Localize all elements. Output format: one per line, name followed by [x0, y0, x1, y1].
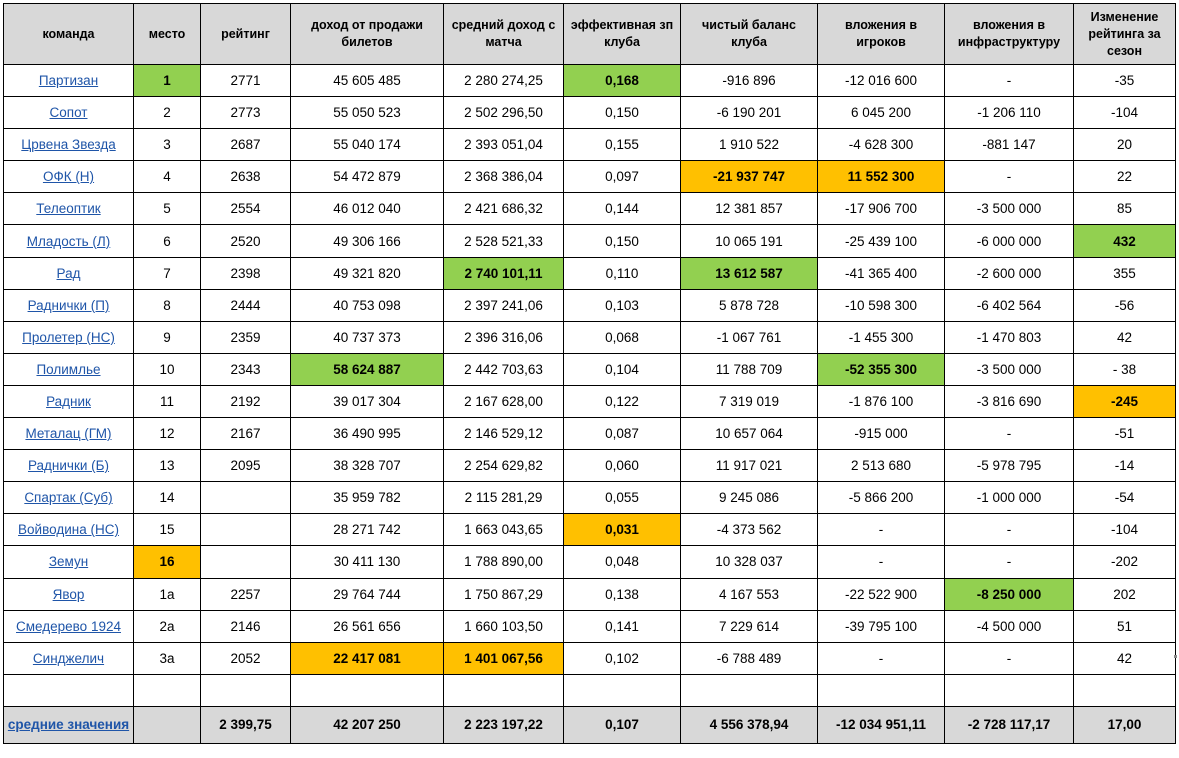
cell-balance: -6 788 489: [681, 642, 818, 674]
cell-team[interactable]: [4, 610, 134, 642]
cell-avg-income: 2 442 703,63: [444, 353, 564, 385]
header-balance: чистый баланс клуба: [681, 4, 818, 65]
team-link[interactable]: Телеоптик: [36, 201, 101, 217]
cell-salary: 0,150: [564, 97, 681, 129]
cell-rating: 2687: [201, 129, 291, 161]
cell-avg-income: 2 396 316,06: [444, 321, 564, 353]
cell-rating: 2167: [201, 418, 291, 450]
team-link[interactable]: Полимлье: [36, 361, 101, 377]
cell-avg-income: 2 528 521,33: [444, 225, 564, 257]
cell-place: 2а: [134, 610, 201, 642]
cell-balance: 11 788 709: [681, 353, 818, 385]
averages-label-cell[interactable]: [4, 706, 134, 743]
cell-rating: 2771: [201, 65, 291, 97]
cell-tickets: 40 753 098: [291, 289, 444, 321]
cell-place: 10: [134, 353, 201, 385]
cell-place: 4: [134, 161, 201, 193]
cell-tickets: 28 271 742: [291, 514, 444, 546]
cell-rating: [201, 482, 291, 514]
averages-row: [4, 706, 1176, 743]
cell-players: -52 355 300: [818, 353, 945, 385]
cell-change: 85: [1074, 193, 1176, 225]
cell-change: -104: [1074, 514, 1176, 546]
cell-players: -: [818, 642, 945, 674]
cell-place: 7: [134, 257, 201, 289]
cell-tickets: 39 017 304: [291, 385, 444, 417]
cell-infra: -3 816 690: [945, 385, 1074, 417]
cell-place: 2: [134, 97, 201, 129]
cell-change: -54: [1074, 482, 1176, 514]
cell-players: -: [818, 514, 945, 546]
cell-avg-income: 2 393 051,04: [444, 129, 564, 161]
cell-tickets: 46 012 040: [291, 193, 444, 225]
cell-change: - 38: [1074, 353, 1176, 385]
cell-team[interactable]: [4, 161, 134, 193]
cell-avg-income: 1 663 043,65: [444, 514, 564, 546]
team-link[interactable]: Радник: [46, 393, 91, 409]
cell-salary: 0,138: [564, 578, 681, 610]
header-infra: вложения в инфраструктуру: [945, 4, 1074, 65]
table-row: [4, 321, 1176, 353]
cell-players: -10 598 300: [818, 289, 945, 321]
cell-players: 2 513 680: [818, 450, 945, 482]
cell-infra: -2 600 000: [945, 257, 1074, 289]
team-link[interactable]: Рад: [56, 265, 81, 281]
empty-cell: [564, 674, 681, 706]
cell-infra: -: [945, 514, 1074, 546]
team-link[interactable]: Сопот: [49, 105, 88, 121]
header-rating: рейтинг: [201, 4, 291, 65]
table-row: [4, 65, 1176, 97]
empty-cell: [291, 674, 444, 706]
cell-salary: 0,141: [564, 610, 681, 642]
cell-tickets: 54 472 879: [291, 161, 444, 193]
table-body: [4, 65, 1176, 744]
cell-place: 12: [134, 418, 201, 450]
cell-infra: -1 000 000: [945, 482, 1074, 514]
avg-rating: 2 399,75: [201, 706, 291, 743]
cell-avg-income: 2 421 686,32: [444, 193, 564, 225]
cell-players: 6 045 200: [818, 97, 945, 129]
cell-infra: -881 147: [945, 129, 1074, 161]
cell-balance: -916 896: [681, 65, 818, 97]
cell-players: -22 522 900: [818, 578, 945, 610]
cell-change: 20: [1074, 129, 1176, 161]
empty-cell: [4, 674, 134, 706]
cell-place: 3: [134, 129, 201, 161]
cell-salary: 0,048: [564, 546, 681, 578]
cell-tickets: 40 737 373: [291, 321, 444, 353]
cell-avg-income: 1 750 867,29: [444, 578, 564, 610]
cell-infra: -: [945, 65, 1074, 97]
cell-rating: 2095: [201, 450, 291, 482]
cell-change: 432: [1074, 225, 1176, 257]
cell-infra: -: [945, 546, 1074, 578]
cell-balance: 10 328 037: [681, 546, 818, 578]
cell-avg-income: 2 254 629,82: [444, 450, 564, 482]
cell-team[interactable]: [4, 97, 134, 129]
cell-avg-income: 2 146 529,12: [444, 418, 564, 450]
empty-cell: [818, 674, 945, 706]
cell-infra: -: [945, 418, 1074, 450]
cell-players: -41 365 400: [818, 257, 945, 289]
cell-place: 14: [134, 482, 201, 514]
table-row: [4, 289, 1176, 321]
cell-team[interactable]: [4, 450, 134, 482]
cell-salary: 0,155: [564, 129, 681, 161]
cell-place: 5: [134, 193, 201, 225]
cell-tickets: 26 561 656: [291, 610, 444, 642]
avg-tickets: 42 207 250: [291, 706, 444, 743]
team-link[interactable]: Раднички (П): [27, 297, 110, 313]
cell-infra: -4 500 000: [945, 610, 1074, 642]
cell-tickets: 29 764 744: [291, 578, 444, 610]
cell-place: 6: [134, 225, 201, 257]
cell-team[interactable]: [4, 514, 134, 546]
cell-rating: 2359: [201, 321, 291, 353]
cell-infra: -8 250 000: [945, 578, 1074, 610]
cell-salary: 0,087: [564, 418, 681, 450]
cell-salary: 0,031: [564, 514, 681, 546]
cell-avg-income: 2 280 274,25: [444, 65, 564, 97]
cell-change: -35: [1074, 65, 1176, 97]
avg-change: 17,00: [1074, 706, 1176, 743]
cell-rating: 2773: [201, 97, 291, 129]
empty-cell: [1074, 674, 1176, 706]
avg-salary: 0,107: [564, 706, 681, 743]
cell-balance: 5 878 728: [681, 289, 818, 321]
cell-team[interactable]: [4, 546, 134, 578]
table-row: [4, 482, 1176, 514]
avg-players: -12 034 951,11: [818, 706, 945, 743]
cell-balance: 11 917 021: [681, 450, 818, 482]
cell-tickets: 45 605 485: [291, 65, 444, 97]
empty-cell: [444, 674, 564, 706]
cell-team[interactable]: [4, 193, 134, 225]
cell-tickets: 22 417 081: [291, 642, 444, 674]
table-row: [4, 418, 1176, 450]
cell-rating: 2444: [201, 289, 291, 321]
cell-balance: 1 910 522: [681, 129, 818, 161]
empty-cell: [945, 674, 1074, 706]
cell-tickets: 55 050 523: [291, 97, 444, 129]
cell-players: -1 455 300: [818, 321, 945, 353]
header-row: [4, 4, 1176, 65]
cell-avg-income: 2 397 241,06: [444, 289, 564, 321]
table-row: [4, 578, 1176, 610]
avg-infra: -2 728 117,17: [945, 706, 1074, 743]
empty-cell: [201, 674, 291, 706]
club-finance-table: [3, 3, 1176, 744]
cell-avg-income: 2 368 386,04: [444, 161, 564, 193]
team-link[interactable]: Явор: [52, 586, 85, 602]
cell-infra: -5 978 795: [945, 450, 1074, 482]
cell-team[interactable]: [4, 225, 134, 257]
cell-tickets: 36 490 995: [291, 418, 444, 450]
header-players: вложения в игроков: [818, 4, 945, 65]
cell-change: 22: [1074, 161, 1176, 193]
cell-infra: -1 206 110: [945, 97, 1074, 129]
cell-rating: 2257: [201, 578, 291, 610]
team-link[interactable]: Црвена Звезда: [21, 137, 116, 153]
cell-players: 11 552 300: [818, 161, 945, 193]
cell-salary: 0,102: [564, 642, 681, 674]
cell-place: 16: [134, 546, 201, 578]
cell-team[interactable]: [4, 642, 134, 674]
cell-rating: 2192: [201, 385, 291, 417]
cell-balance: -6 190 201: [681, 97, 818, 129]
cell-players: -12 016 600: [818, 65, 945, 97]
cell-tickets: 55 040 174: [291, 129, 444, 161]
cell-salary: 0,110: [564, 257, 681, 289]
cell-infra: -: [945, 642, 1074, 674]
cell-salary: 0,060: [564, 450, 681, 482]
cell-change: -56: [1074, 289, 1176, 321]
cell-balance: 9 245 086: [681, 482, 818, 514]
cell-players: -1 876 100: [818, 385, 945, 417]
avg-balance: 4 556 378,94: [681, 706, 818, 743]
team-link[interactable]: Металац (ГМ): [25, 426, 112, 442]
team-link[interactable]: Младость (Л): [26, 233, 111, 249]
team-link[interactable]: Смедерево 1924: [16, 618, 121, 634]
cell-balance: 13 612 587: [681, 257, 818, 289]
cell-salary: 0,104: [564, 353, 681, 385]
cell-change: 42: [1074, 642, 1176, 674]
table-row: [4, 546, 1176, 578]
cell-players: -25 439 100: [818, 225, 945, 257]
team-link[interactable]: Войводина (НС): [18, 522, 119, 538]
team-link[interactable]: Раднички (Б): [27, 458, 110, 474]
cell-team[interactable]: [4, 385, 134, 417]
cell-balance: -21 937 747: [681, 161, 818, 193]
cell-tickets: 49 306 166: [291, 225, 444, 257]
cell-team[interactable]: [4, 289, 134, 321]
cell-balance: -4 373 562: [681, 514, 818, 546]
empty-cell: [681, 674, 818, 706]
cell-team[interactable]: [4, 578, 134, 610]
table-row: [4, 610, 1176, 642]
table-row: [4, 353, 1176, 385]
header-salary: эффективная зп клуба: [564, 4, 681, 65]
table-row: [4, 257, 1176, 289]
cell-salary: 0,068: [564, 321, 681, 353]
cell-infra: -1 470 803: [945, 321, 1074, 353]
table-row: [4, 97, 1176, 129]
cell-balance: 10 065 191: [681, 225, 818, 257]
cell-place: 1: [134, 65, 201, 97]
cell-balance: -1 067 761: [681, 321, 818, 353]
cell-rating: [201, 514, 291, 546]
cell-team[interactable]: [4, 129, 134, 161]
cell-infra: -: [945, 161, 1074, 193]
empty-row: [4, 674, 1176, 706]
table-row: [4, 161, 1176, 193]
cell-players: -17 906 700: [818, 193, 945, 225]
cell-avg-income: 2 740 101,11: [444, 257, 564, 289]
cell-players: -39 795 100: [818, 610, 945, 642]
cell-change: -14: [1074, 450, 1176, 482]
cell-balance: 10 657 064: [681, 418, 818, 450]
cell-place: 13: [134, 450, 201, 482]
cell-place: 9: [134, 321, 201, 353]
cell-avg-income: 1 660 103,50: [444, 610, 564, 642]
cell-rating: 2554: [201, 193, 291, 225]
cell-infra: -6 000 000: [945, 225, 1074, 257]
cell-team[interactable]: [4, 257, 134, 289]
cell-rating: 2638: [201, 161, 291, 193]
cell-marker: [1174, 655, 1177, 658]
cell-infra: -6 402 564: [945, 289, 1074, 321]
header-team: команда: [4, 4, 134, 65]
cell-salary: 0,122: [564, 385, 681, 417]
cell-rating: 2398: [201, 257, 291, 289]
cell-avg-income: 2 115 281,29: [444, 482, 564, 514]
avg-avg-income: 2 223 197,22: [444, 706, 564, 743]
cell-change: 42: [1074, 321, 1176, 353]
header-change: Изменение рейтинга за сезон: [1074, 4, 1176, 65]
cell-avg-income: 1 788 890,00: [444, 546, 564, 578]
table-row: [4, 385, 1176, 417]
team-link[interactable]: Земун: [48, 554, 89, 570]
cell-salary: 0,144: [564, 193, 681, 225]
header-avg-income: средний доход с матча: [444, 4, 564, 65]
cell-salary: 0,097: [564, 161, 681, 193]
cell-avg-income: 2 502 296,50: [444, 97, 564, 129]
cell-balance: 7 319 019: [681, 385, 818, 417]
cell-tickets: 49 321 820: [291, 257, 444, 289]
cell-team[interactable]: [4, 353, 134, 385]
team-link[interactable]: Партизан: [38, 73, 99, 89]
header-place: место: [134, 4, 201, 65]
table-row: [4, 225, 1176, 257]
cell-players: -4 628 300: [818, 129, 945, 161]
team-link[interactable]: Спартак (Суб): [24, 490, 113, 506]
cell-avg-income: 1 401 067,56: [444, 642, 564, 674]
cell-balance: 4 167 553: [681, 578, 818, 610]
empty-cell: [134, 674, 201, 706]
cell-avg-income: 2 167 628,00: [444, 385, 564, 417]
team-link[interactable]: Синджелич: [32, 650, 105, 666]
cell-change: -202: [1074, 546, 1176, 578]
averages-label[interactable]: средние значения: [7, 717, 130, 733]
cell-tickets: 35 959 782: [291, 482, 444, 514]
cell-team[interactable]: [4, 482, 134, 514]
table-row: [4, 642, 1176, 674]
cell-players: -915 000: [818, 418, 945, 450]
header-tickets: доход от продажи билетов: [291, 4, 444, 65]
cell-salary: 0,150: [564, 225, 681, 257]
table-row: [4, 514, 1176, 546]
cell-infra: -3 500 000: [945, 353, 1074, 385]
cell-change: 51: [1074, 610, 1176, 642]
cell-rating: 2052: [201, 642, 291, 674]
cell-change: -104: [1074, 97, 1176, 129]
team-link[interactable]: ОФК (Н): [42, 169, 95, 185]
cell-place: 11: [134, 385, 201, 417]
cell-change: 355: [1074, 257, 1176, 289]
cell-salary: 0,055: [564, 482, 681, 514]
cell-balance: 12 381 857: [681, 193, 818, 225]
cell-tickets: 30 411 130: [291, 546, 444, 578]
cell-place: 8: [134, 289, 201, 321]
cell-tickets: 38 328 707: [291, 450, 444, 482]
cell-players: -: [818, 546, 945, 578]
table-row: [4, 129, 1176, 161]
team-link[interactable]: Пролетер (НС): [22, 329, 115, 345]
cell-balance: 7 229 614: [681, 610, 818, 642]
cell-change: -245: [1074, 385, 1176, 417]
cell-salary: 0,168: [564, 65, 681, 97]
cell-place: 3а: [134, 642, 201, 674]
table-row: [4, 450, 1176, 482]
cell-team[interactable]: [4, 418, 134, 450]
cell-salary: 0,103: [564, 289, 681, 321]
cell-rating: 2343: [201, 353, 291, 385]
cell-place: 1а: [134, 578, 201, 610]
cell-place: 15: [134, 514, 201, 546]
cell-change: -51: [1074, 418, 1176, 450]
cell-tickets: 58 624 887: [291, 353, 444, 385]
table-row: [4, 193, 1176, 225]
cell-rating: [201, 546, 291, 578]
cell-rating: 2520: [201, 225, 291, 257]
cell-players: -5 866 200: [818, 482, 945, 514]
cell-change: 202: [1074, 578, 1176, 610]
cell-infra: -3 500 000: [945, 193, 1074, 225]
avg-place: [134, 706, 201, 743]
cell-rating: 2146: [201, 610, 291, 642]
cell-team[interactable]: [4, 65, 134, 97]
cell-team[interactable]: [4, 321, 134, 353]
